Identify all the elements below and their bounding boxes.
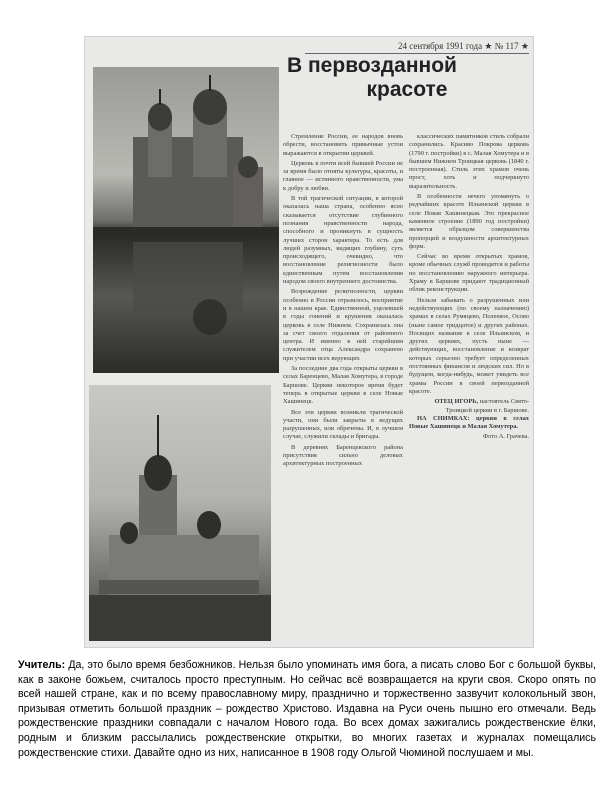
church-photo-top [93, 67, 279, 373]
newspaper-dateline: 24 сентября 1991 года ★ № 117 ★ [305, 41, 529, 54]
signature-role: настоятель Свято-Троицкой церкви в г. Баршове. [445, 398, 529, 414]
teacher-text: Да, это было время безбожников. Нельзя было упоминать имя бога, а писать слово Бог с большой буквы, как в законе божьем, считалось просто преступным. Но сейчас всё возвращается на круги своя. Скоро опять по всей нашей стране, как и по всему православному миру, празднично и торжественно зазвучит колокольный звон, призывая отметить большой праздник – рождество Христово. Издавна на Руси очень пышно его отмечали. Ведь рождественские праздники совпадали с началом Нового года. Во всех домах зажигались рождественские ёлки, родным и близким рассылались рождественские открытки, во многих газетах и журналах помещались рождественские стихи. Давайте одно из них, написанное в 1908 году Ольгой Чюминой послушаем и мы. [18, 659, 596, 759]
article-headline [287, 55, 527, 101]
headline-line-1: В первозданной [287, 54, 457, 77]
article-column-2 [409, 133, 529, 641]
speaker-label: Учитель: [18, 659, 66, 671]
article-columns [283, 133, 529, 641]
photo-credit: Фото А. Грачева. [483, 433, 529, 441]
newspaper-clipping [84, 36, 534, 648]
article-paragraph: Сейчас во время открытых храмов, кроме обычных служб проводятся и работы по восстановлению наружного интерьера. Храму в Баршове придают традиционный облик реконструкции. [409, 253, 529, 294]
article-paragraph: Возрождение религиозности, церкви особенно в России отразилось, восприятие и в нашем крае. Единственной, уцелевшей в годы гонений и крушения оказалась церковь в селе Нижнем. Сохранилась она за счет своего отдаления от районного центра. И именно в ней старейшим служителем отца Александра сохранено при участии всех верующих [283, 288, 403, 362]
article-signature [409, 398, 529, 415]
article-paragraph: Нельзя забывать о разрушенных или недействующих (по своему назначению) храмах в селах Румяцево, Полеевое, Осово (ныне самое тридцатое) и других районах. Носящих название в селе Ильинском, и других церквях, пусть ныне — действующих, восстановление и возврат которых серьезно требует определенных постоянных финансов и людских сил. Но в будущем, когда-нибудь, может увидеть все храмы России в своей первозданной красоте. [409, 296, 529, 395]
signature-name: ОТЕЦ ИГОРЬ, [434, 398, 479, 406]
headline-line-2: красоте [366, 78, 448, 102]
photo-caption: НА СНИМКАХ: церкви в селах Новые Хашинецк и Малая Хомутера. [409, 414, 529, 431]
article-paragraph: Все эти церкви возникли трагической участи, они были закрыты в ведущих разрушенных, или обречены. И, в лучшем случае, служили склады и бригады. [283, 408, 403, 441]
article-paragraph: Стремление России, ее народов вновь обрести, восстановить привычные устои выражаются в открытии церквей. [283, 133, 403, 157]
article-paragraph: В особенности нечего упомянуть о редчайших красоте Ильинской церкви в селе Новая Хашинецкая. Это прекрасное каменное строение (1890 год постройки) является образцом совершенства пропорций и воздушности архитектурных форм. [409, 193, 529, 250]
church-photo-bottom [89, 385, 271, 641]
article-paragraph: В той трагической ситуации, в которой оказалась наша страна, особенно ясно сказывается отсутствие глубинного познания нравственности народа, способного и проникнуть в сущность лучших сторон характера. То есть для людей разумных, видящих глубину, суть происходящего, очевидно, что восстановление религиозности было единственным путем восстановления народом своего внутреннего достоинства. [283, 195, 403, 286]
article-column-1 [283, 133, 403, 641]
article-paragraph: Церковь в почти всей бывшей России не за время было отняты культуры, красоты, и главное — истинного нравственности, ума к добру и любви. [283, 159, 403, 192]
church-illustration-bottom [89, 385, 271, 641]
church-illustration-top [93, 67, 279, 373]
teacher-paragraph [18, 658, 596, 760]
article-paragraph: За последние два года открыты церкви в селах Баренцево, Малая Хомутера, в городе Баршове. Церкви некоторое время будет теперь в открытые церкви в селе Новые Хашинецк. [283, 365, 403, 406]
article-paragraph: классических памятников стиль собрали сохранились. Красиво Покрова церковь (1790 г. постройки) в с. Малая Хомутера и в бывшем Нижнем Троицкая церковь (1840 г. построенная). Стиль этих храмов очень прост, хоть и подчеркнуто выразительность. [409, 133, 529, 190]
article-paragraph: В деревнях Баренцевского района присутствия сильно деловых архитектурных построенных [283, 443, 403, 468]
